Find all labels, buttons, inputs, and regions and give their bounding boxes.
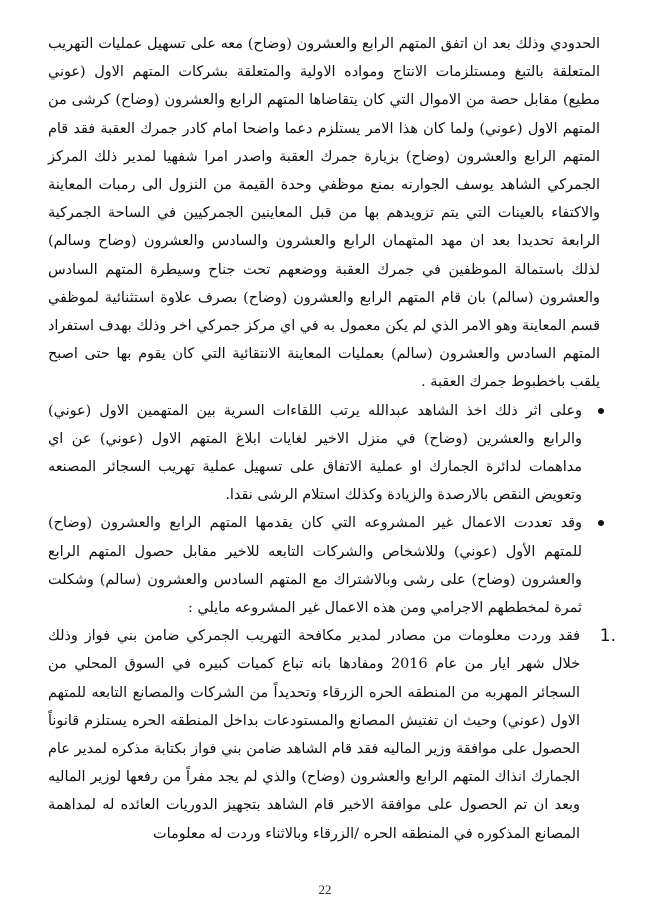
document-body bbox=[48, 30, 616, 848]
bullet-text: وعلى اثر ذلك اخذ الشاهد عبدالله يرتب اللقاءات السرية بين المتهمين الاول (عوني) والرابع والعشرين (وضاح) في منزل الاخير لغايات ابلاغ المتهم الاول (عوني) عن اي مداهمات لدائرة الجمارك او عملية الاتفاق على تسهيل عملية تهريب السجائر المصنعه وتعويض النقص بالارصدة والزيادة وكذلك استلام الرشى نقدا. bbox=[48, 402, 582, 504]
item-number: 1. bbox=[599, 626, 616, 647]
bullet-text: وقد تعددت الاعمال غير المشروعه التي كان يقدمها المتهم الرابع والعشرون (وضاح) للمتهم الأول (عوني) وللاشخاص والشركات التابعه للاخير مقابل حصول المتهم الرابع والعشرون (وضاح) على رشى وبالاشتراك مع المتهم السادس والعشرون (سالم) وشكلت ثمرة لمخططهم الاجرامي ومن هذه الاعمال غير المشروعه مايلي : bbox=[48, 515, 582, 617]
numbered-item-text: فقد وردت معلومات من مصادر لمدير مكافحة التهريب الجمركي ضامن بني فواز وذلك خلال شهر ايار من عام 2016 ومفادها بانه تباع كميات كبيره في السوق المحلي من السجائر المهربه من المنطقه الحره الزرقاء وتحديداً من الشركات والمصانع التابعه للمتهم الاول (عوني) وحيث ان تفتيش المصانع والمستودعات بداخل المنطقه الحره يستلزم قانوناً الحصول على موافقة وزير الماليه فقد قام الشاهد ضامن بني فواز بكتابة مذكره لمدير عام الجمارك انذاك المتهم الرابع والعشرون (وضاح) والذي لم يجد مفراً من رفعها لوزير الماليه وبعد ان تم الحصول على موافقة الاخير قام الشاهد بتجهيز الدوريات العائده له لمداهمة المصانع المذكوره في المنطقه الحره /الزرقاء وبالاثناء وردت له معلومات bbox=[48, 628, 580, 842]
page-number: 22 bbox=[318, 882, 332, 897]
bullet-item bbox=[48, 509, 606, 622]
bullet-icon bbox=[598, 408, 604, 414]
bullet-item bbox=[48, 397, 606, 510]
bullet-icon bbox=[598, 520, 604, 526]
numbered-item bbox=[48, 622, 616, 848]
numbered-list bbox=[48, 622, 616, 848]
intro-paragraph: الحدودي وذلك بعد ان اتفق المتهم الرابع والعشرون (وضاح) معه على تسهيل عمليات التهريب المتعلقة بالتبغ ومستلزمات الانتاج ومواده الاولية والمتعلقة بشركات المتهم الاول (عوني مطيع) مقابل حصة من الاموال التي كان يتقاضاها المتهم الرابع والعشرون (وضاح) كرشى من المتهم الاول (عوني) ولما كان هذا الامر يستلزم دعما واضحا امام كادر جمرك العقبة فقد قام المتهم الرابع والعشرون (وضاح) بزيارة جمرك العقبة واصدر امرا شفهيا لمدير ذلك المركز الجمركي الشاهد يوسف الجوارنه بمنع موظفي وحدة القيمة من النزول الى رمبات المعاينة والاكتفاء بالعينات التي يتم تزويدهم بها من قبل المعاينين الجمركيين في الساحة الجمركية الرابعة تحديدا بعد ان مهد المتهمان الرابع والعشرون والسادس والعشرون (وضاح وسالم) لذلك باستمالة الموظفين في جمرك العقبة ووضعهم تحت جناح وسيطرة المتهم السادس والعشرون (سالم) بان قام المتهم الرابع والعشرون (وضاح) بصرف علاوة استثنائية لموظفي قسم المعاينة وهو الامر الذي لم يكن معمول به في اي مركز جمركي اخر وذلك بهدف استفراد المتهم السادس والعشرون (سالم) بعمليات المعاينة الانتقائية التي كان يقوم بها حتى اصبح يلقب باخطبوط جمرك العقبة . bbox=[48, 36, 600, 391]
bullet-list bbox=[48, 397, 606, 623]
